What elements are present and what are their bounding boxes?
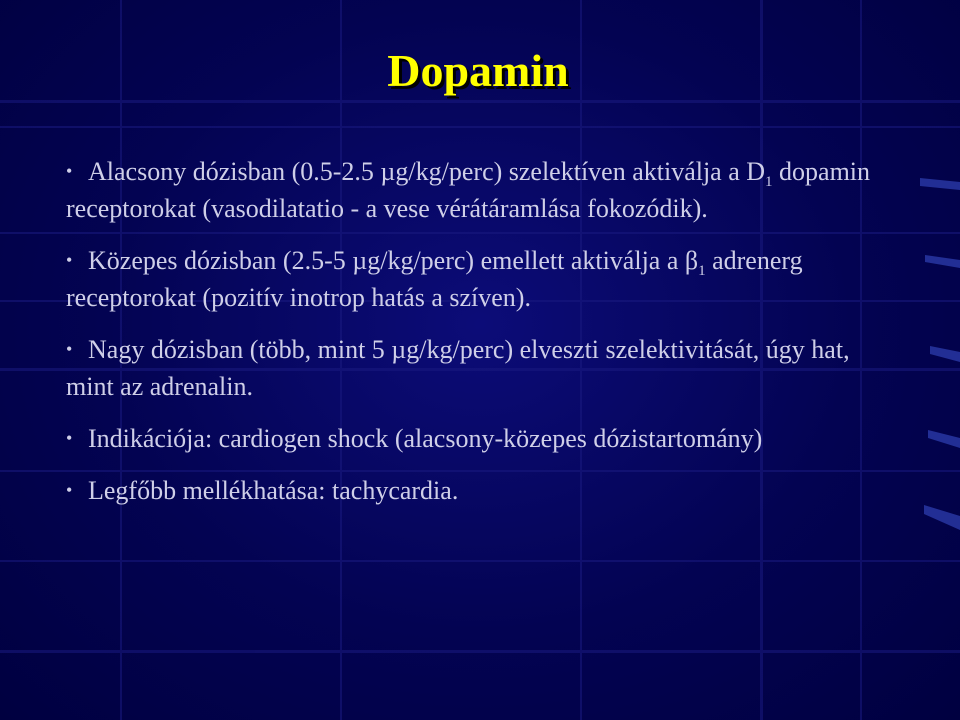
item-text: Indikációja: cardiogen shock (alacsony-közepes dózistartomány) — [88, 424, 763, 453]
bullet-item-high-dose — [66, 331, 896, 405]
item-text-cont: dopamin receptorokat (vasodilatatio - a vese vérátáramlása fokozódik). — [66, 157, 871, 223]
item-text: Közepes dózisban (2.5-5 µg/kg/perc) emellett aktiválja a β — [88, 246, 699, 275]
item-subscript: 1 — [765, 174, 773, 191]
item-text: Alacsony dózisban (0.5-2.5 µg/kg/perc) szelektíven aktiválja a D — [88, 157, 766, 186]
item-text-cont: adrenerg receptorokat (pozitív inotrop hatás a szíven). — [66, 246, 803, 312]
slide-title: Dopamin — [387, 45, 569, 96]
bullet-item-medium-dose — [66, 242, 896, 316]
bullet-icon: • — [66, 250, 73, 270]
bullet-list — [66, 153, 896, 524]
bullet-icon: • — [66, 161, 73, 181]
bullet-item-indication — [66, 420, 896, 457]
item-text: Legfőbb mellékhatása: tachycardia. — [88, 476, 459, 505]
bullet-icon: • — [66, 428, 73, 448]
item-subscript: 1 — [698, 263, 706, 280]
bullet-item-side-effect — [66, 472, 896, 509]
bullet-icon: • — [66, 480, 73, 500]
bullet-icon: • — [66, 339, 73, 359]
item-text: Nagy dózisban (több, mint 5 µg/kg/perc) elveszti szelektivitását, úgy hat, mint az adrenalin. — [66, 335, 850, 401]
bullet-item-low-dose — [66, 153, 896, 227]
